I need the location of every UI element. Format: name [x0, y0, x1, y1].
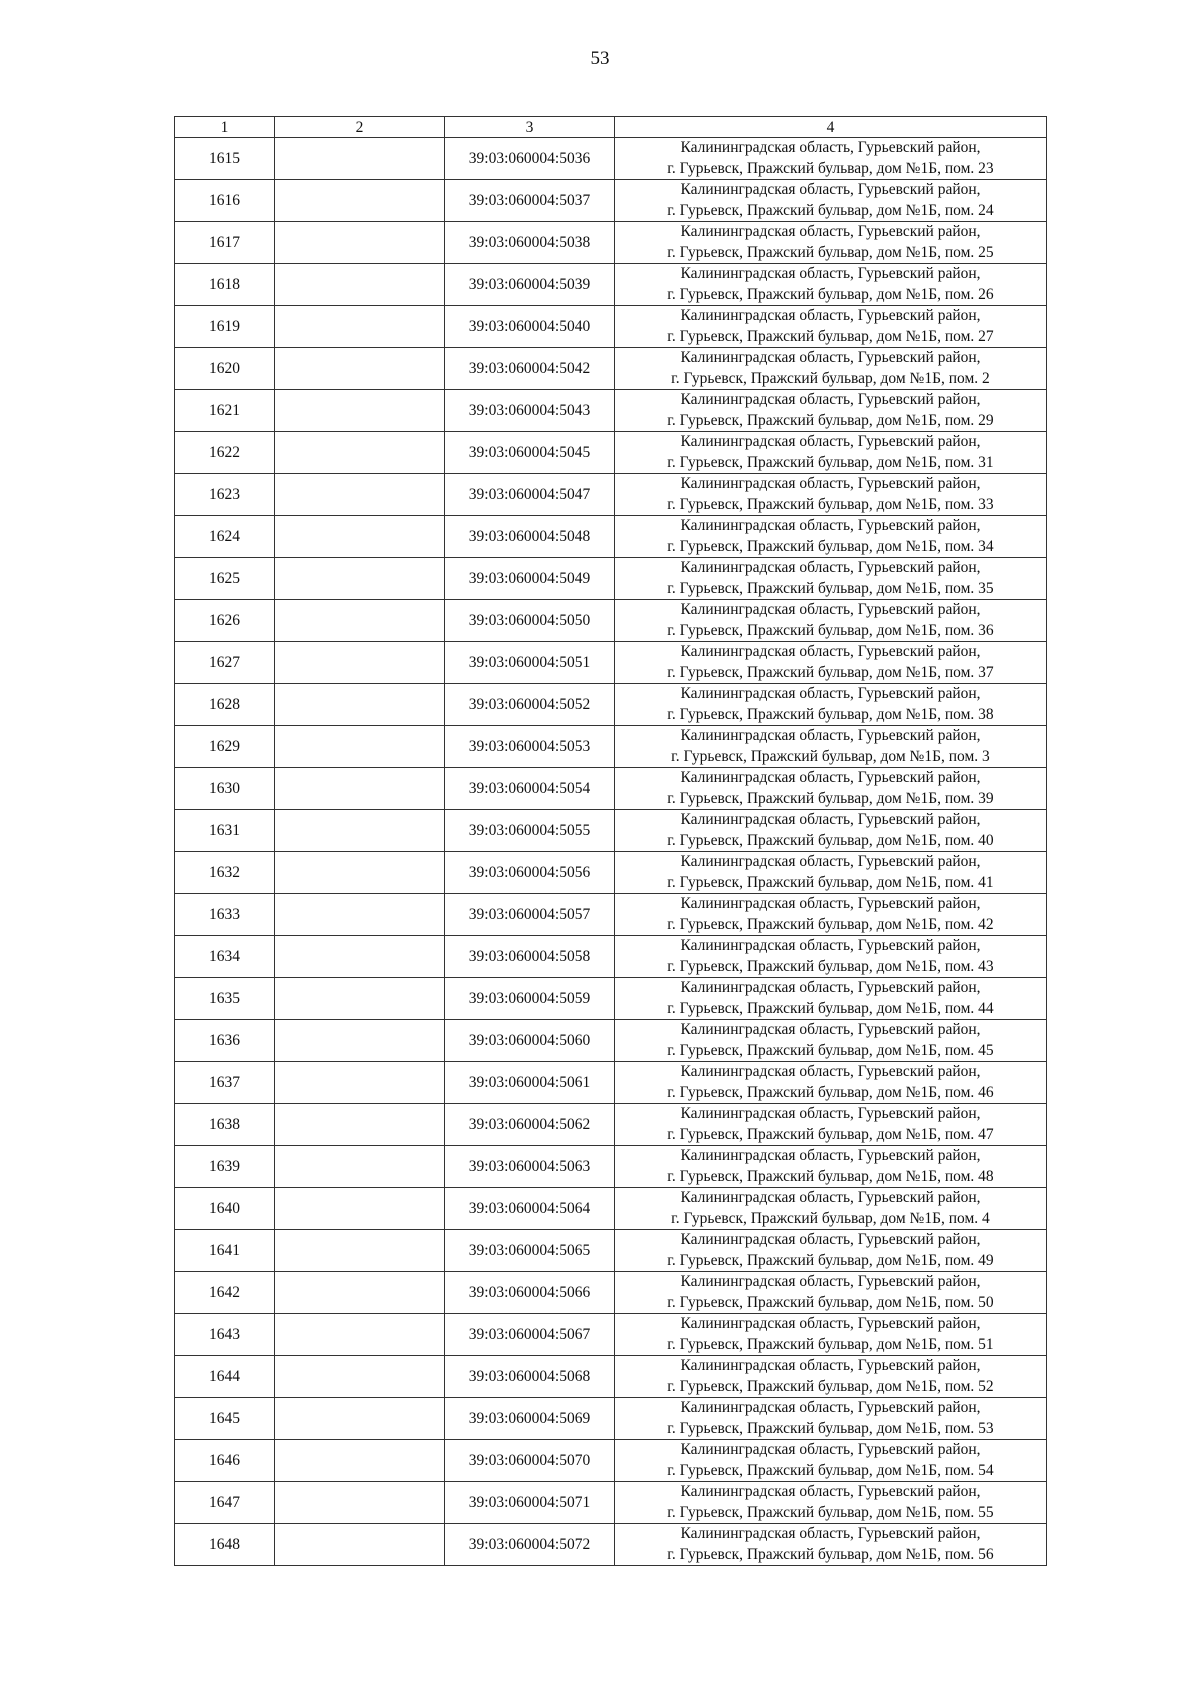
address-line-region: Калининградская область, Гурьевский район, — [680, 895, 981, 912]
empty-cell — [275, 264, 445, 306]
address-cell — [615, 348, 1047, 390]
empty-cell — [275, 1482, 445, 1524]
empty-cell — [275, 978, 445, 1020]
empty-cell — [275, 936, 445, 978]
address-line-street: г. Гурьевск, Пражский бульвар, дом №1Б, пом. 24 — [667, 201, 994, 219]
address-line-region: Калининградская область, Гурьевский район, — [680, 1189, 981, 1206]
table-row — [175, 600, 1047, 642]
table-row — [175, 1440, 1047, 1482]
address-cell — [615, 1104, 1047, 1146]
cadastral-number-cell: 39:03:060004:5061 — [445, 1062, 615, 1104]
address-cell — [615, 138, 1047, 180]
address-line-region: Калининградская область, Гурьевский район, — [680, 391, 981, 408]
address-cell — [615, 1524, 1047, 1566]
cadastral-number-cell: 39:03:060004:5058 — [445, 936, 615, 978]
address-cell — [615, 936, 1047, 978]
empty-cell — [275, 474, 445, 516]
address-line-street: г. Гурьевск, Пражский бульвар, дом №1Б, пом. 39 — [667, 789, 994, 807]
table-row — [175, 1482, 1047, 1524]
row-number-cell: 1619 — [175, 306, 275, 348]
table-row — [175, 306, 1047, 348]
address-line-street: г. Гурьевск, Пражский бульвар, дом №1Б, пом. 35 — [667, 579, 994, 597]
address-line-region: Калининградская область, Гурьевский район, — [680, 349, 981, 366]
address-line-region: Калининградская область, Гурьевский район, — [680, 937, 981, 954]
address-line-region: Калининградская область, Гурьевский район, — [680, 265, 981, 282]
row-number-cell: 1634 — [175, 936, 275, 978]
empty-cell — [275, 1020, 445, 1062]
column-header-2: 2 — [275, 117, 445, 138]
table-row — [175, 474, 1047, 516]
column-header-1: 1 — [175, 117, 275, 138]
address-line-region: Калининградская область, Гурьевский район, — [680, 1525, 981, 1542]
address-line-street: г. Гурьевск, Пражский бульвар, дом №1Б, пом. 23 — [667, 159, 994, 177]
cadastral-number-cell: 39:03:060004:5059 — [445, 978, 615, 1020]
cadastral-number-cell: 39:03:060004:5060 — [445, 1020, 615, 1062]
address-line-street: г. Гурьевск, Пражский бульвар, дом №1Б, пом. 44 — [667, 999, 994, 1017]
address-line-region: Калининградская область, Гурьевский район, — [680, 1273, 981, 1290]
cadastral-number-cell: 39:03:060004:5063 — [445, 1146, 615, 1188]
address-cell — [615, 726, 1047, 768]
address-cell — [615, 852, 1047, 894]
row-number-cell: 1646 — [175, 1440, 275, 1482]
table-row — [175, 936, 1047, 978]
row-number-cell: 1645 — [175, 1398, 275, 1440]
table-row — [175, 768, 1047, 810]
empty-cell — [275, 810, 445, 852]
address-line-street: г. Гурьевск, Пражский бульвар, дом №1Б, пом. 33 — [667, 495, 994, 513]
row-number-cell: 1635 — [175, 978, 275, 1020]
table-row — [175, 432, 1047, 474]
address-line-street: г. Гурьевск, Пражский бульвар, дом №1Б, пом. 36 — [667, 621, 994, 639]
address-cell — [615, 474, 1047, 516]
table-row — [175, 1314, 1047, 1356]
address-line-street: г. Гурьевск, Пражский бульвар, дом №1Б, пом. 50 — [667, 1293, 994, 1311]
table-row — [175, 516, 1047, 558]
cadastral-number-cell: 39:03:060004:5064 — [445, 1188, 615, 1230]
empty-cell — [275, 1146, 445, 1188]
address-line-region: Калининградская область, Гурьевский район, — [680, 769, 981, 786]
empty-cell — [275, 1062, 445, 1104]
address-cell — [615, 1146, 1047, 1188]
address-line-region: Калининградская область, Гурьевский район, — [680, 1231, 981, 1248]
cadastral-number-cell: 39:03:060004:5047 — [445, 474, 615, 516]
empty-cell — [275, 1398, 445, 1440]
row-number-cell: 1643 — [175, 1314, 275, 1356]
cadastral-number-cell: 39:03:060004:5053 — [445, 726, 615, 768]
cadastral-number-cell: 39:03:060004:5043 — [445, 390, 615, 432]
empty-cell — [275, 1272, 445, 1314]
cadastral-number-cell: 39:03:060004:5068 — [445, 1356, 615, 1398]
row-number-cell: 1623 — [175, 474, 275, 516]
address-line-region: Калининградская область, Гурьевский район, — [680, 1441, 981, 1458]
address-line-street: г. Гурьевск, Пражский бульвар, дом №1Б, пом. 4 — [671, 1209, 990, 1227]
row-number-cell: 1622 — [175, 432, 275, 474]
table-row — [175, 1188, 1047, 1230]
address-line-region: Калининградская область, Гурьевский район, — [680, 1147, 981, 1164]
address-line-region: Калининградская область, Гурьевский район, — [680, 643, 981, 660]
empty-cell — [275, 432, 445, 474]
cadastral-number-cell: 39:03:060004:5036 — [445, 138, 615, 180]
table-row — [175, 1356, 1047, 1398]
cadastral-number-cell: 39:03:060004:5040 — [445, 306, 615, 348]
address-line-region: Калининградская область, Гурьевский район, — [680, 853, 981, 870]
cadastral-number-cell: 39:03:060004:5070 — [445, 1440, 615, 1482]
table-row — [175, 348, 1047, 390]
address-cell — [615, 1482, 1047, 1524]
address-line-street: г. Гурьевск, Пражский бульвар, дом №1Б, пом. 31 — [667, 453, 994, 471]
address-cell — [615, 768, 1047, 810]
address-line-street: г. Гурьевск, Пражский бульвар, дом №1Б, пом. 54 — [667, 1461, 994, 1479]
table-row — [175, 642, 1047, 684]
address-line-street: г. Гурьевск, Пражский бульвар, дом №1Б, пом. 40 — [667, 831, 994, 849]
row-number-cell: 1648 — [175, 1524, 275, 1566]
row-number-cell: 1621 — [175, 390, 275, 432]
address-cell — [615, 642, 1047, 684]
table-row — [175, 558, 1047, 600]
empty-cell — [275, 1230, 445, 1272]
address-line-region: Калининградская область, Гурьевский район, — [680, 433, 981, 450]
address-cell — [615, 558, 1047, 600]
cadastral-number-cell: 39:03:060004:5052 — [445, 684, 615, 726]
table-header-row — [175, 117, 1047, 138]
address-line-region: Калининградская область, Гурьевский район, — [680, 139, 981, 156]
row-number-cell: 1624 — [175, 516, 275, 558]
empty-cell — [275, 1356, 445, 1398]
cadastral-number-cell: 39:03:060004:5066 — [445, 1272, 615, 1314]
row-number-cell: 1629 — [175, 726, 275, 768]
address-cell — [615, 600, 1047, 642]
address-line-region: Калининградская область, Гурьевский район, — [680, 1021, 981, 1038]
address-line-region: Калининградская область, Гурьевский район, — [680, 979, 981, 996]
row-number-cell: 1639 — [175, 1146, 275, 1188]
row-number-cell: 1633 — [175, 894, 275, 936]
row-number-cell: 1641 — [175, 1230, 275, 1272]
address-line-region: Калининградская область, Гурьевский район, — [680, 727, 981, 744]
table-row — [175, 1272, 1047, 1314]
cadastral-number-cell: 39:03:060004:5055 — [445, 810, 615, 852]
address-line-street: г. Гурьевск, Пражский бульвар, дом №1Б, пом. 25 — [667, 243, 994, 261]
address-line-region: Калининградская область, Гурьевский район, — [680, 517, 981, 534]
row-number-cell: 1644 — [175, 1356, 275, 1398]
row-number-cell: 1640 — [175, 1188, 275, 1230]
empty-cell — [275, 684, 445, 726]
address-line-region: Калининградская область, Гурьевский район, — [680, 223, 981, 240]
row-number-cell: 1626 — [175, 600, 275, 642]
row-number-cell: 1620 — [175, 348, 275, 390]
address-line-street: г. Гурьевск, Пражский бульвар, дом №1Б, пом. 34 — [667, 537, 994, 555]
address-line-region: Калининградская область, Гурьевский район, — [680, 1063, 981, 1080]
address-cell — [615, 684, 1047, 726]
address-cell — [615, 894, 1047, 936]
address-line-region: Калининградская область, Гурьевский район, — [680, 1399, 981, 1416]
table-row — [175, 852, 1047, 894]
table-row — [175, 180, 1047, 222]
address-line-region: Калининградская область, Гурьевский район, — [680, 307, 981, 324]
address-cell — [615, 264, 1047, 306]
row-number-cell: 1627 — [175, 642, 275, 684]
address-line-street: г. Гурьевск, Пражский бульвар, дом №1Б, пом. 51 — [667, 1335, 994, 1353]
table-row — [175, 684, 1047, 726]
empty-cell — [275, 348, 445, 390]
row-number-cell: 1617 — [175, 222, 275, 264]
address-line-street: г. Гурьевск, Пражский бульвар, дом №1Б, пом. 48 — [667, 1167, 994, 1185]
row-number-cell: 1647 — [175, 1482, 275, 1524]
address-line-street: г. Гурьевск, Пражский бульвар, дом №1Б, пом. 3 — [671, 747, 990, 765]
address-cell — [615, 222, 1047, 264]
column-header-3: 3 — [445, 117, 615, 138]
address-cell — [615, 390, 1047, 432]
column-header-4: 4 — [615, 117, 1047, 138]
address-line-region: Калининградская область, Гурьевский район, — [680, 475, 981, 492]
row-number-cell: 1642 — [175, 1272, 275, 1314]
empty-cell — [275, 390, 445, 432]
address-line-street: г. Гурьевск, Пражский бульвар, дом №1Б, пом. 46 — [667, 1083, 994, 1101]
row-number-cell: 1615 — [175, 138, 275, 180]
cadastral-number-cell: 39:03:060004:5072 — [445, 1524, 615, 1566]
address-cell — [615, 978, 1047, 1020]
empty-cell — [275, 558, 445, 600]
address-cell — [615, 810, 1047, 852]
table-row — [175, 810, 1047, 852]
row-number-cell: 1637 — [175, 1062, 275, 1104]
table-row — [175, 138, 1047, 180]
address-cell — [615, 1272, 1047, 1314]
row-number-cell: 1616 — [175, 180, 275, 222]
address-cell — [615, 432, 1047, 474]
table-row — [175, 1104, 1047, 1146]
empty-cell — [275, 768, 445, 810]
address-line-street: г. Гурьевск, Пражский бульвар, дом №1Б, пом. 43 — [667, 957, 994, 975]
empty-cell — [275, 600, 445, 642]
address-line-region: Калининградская область, Гурьевский район, — [680, 811, 981, 828]
row-number-cell: 1638 — [175, 1104, 275, 1146]
address-line-street: г. Гурьевск, Пражский бульвар, дом №1Б, пом. 52 — [667, 1377, 994, 1395]
address-line-region: Калининградская область, Гурьевский район, — [680, 181, 981, 198]
address-line-street: г. Гурьевск, Пражский бульвар, дом №1Б, пом. 49 — [667, 1251, 994, 1269]
cadastral-number-cell: 39:03:060004:5050 — [445, 600, 615, 642]
table-row — [175, 1230, 1047, 1272]
empty-cell — [275, 1440, 445, 1482]
table-row — [175, 390, 1047, 432]
registry-table — [174, 116, 1047, 1566]
table-row — [175, 1146, 1047, 1188]
table-row — [175, 894, 1047, 936]
table-row — [175, 1398, 1047, 1440]
table-row — [175, 978, 1047, 1020]
empty-cell — [275, 1524, 445, 1566]
cadastral-number-cell: 39:03:060004:5069 — [445, 1398, 615, 1440]
empty-cell — [275, 894, 445, 936]
address-cell — [615, 1062, 1047, 1104]
address-cell — [615, 1188, 1047, 1230]
empty-cell — [275, 1314, 445, 1356]
row-number-cell: 1636 — [175, 1020, 275, 1062]
row-number-cell: 1631 — [175, 810, 275, 852]
address-cell — [615, 1314, 1047, 1356]
address-line-region: Калининградская область, Гурьевский район, — [680, 1483, 981, 1500]
address-line-street: г. Гурьевск, Пражский бульвар, дом №1Б, пом. 2 — [671, 369, 990, 387]
address-line-street: г. Гурьевск, Пражский бульвар, дом №1Б, пом. 47 — [667, 1125, 994, 1143]
row-number-cell: 1628 — [175, 684, 275, 726]
empty-cell — [275, 852, 445, 894]
table-row — [175, 1020, 1047, 1062]
cadastral-number-cell: 39:03:060004:5054 — [445, 768, 615, 810]
empty-cell — [275, 306, 445, 348]
address-cell — [615, 1230, 1047, 1272]
cadastral-number-cell: 39:03:060004:5067 — [445, 1314, 615, 1356]
table-row — [175, 1062, 1047, 1104]
cadastral-number-cell: 39:03:060004:5051 — [445, 642, 615, 684]
empty-cell — [275, 1104, 445, 1146]
table-row — [175, 264, 1047, 306]
empty-cell — [275, 138, 445, 180]
cadastral-number-cell: 39:03:060004:5039 — [445, 264, 615, 306]
address-cell — [615, 1020, 1047, 1062]
empty-cell — [275, 516, 445, 558]
address-line-street: г. Гурьевск, Пражский бульвар, дом №1Б, пом. 29 — [667, 411, 994, 429]
address-line-region: Калининградская область, Гурьевский район, — [680, 685, 981, 702]
table-row — [175, 222, 1047, 264]
cadastral-number-cell: 39:03:060004:5062 — [445, 1104, 615, 1146]
row-number-cell: 1632 — [175, 852, 275, 894]
empty-cell — [275, 222, 445, 264]
cadastral-number-cell: 39:03:060004:5042 — [445, 348, 615, 390]
table-row — [175, 1524, 1047, 1566]
cadastral-number-cell: 39:03:060004:5065 — [445, 1230, 615, 1272]
address-line-region: Калининградская область, Гурьевский район, — [680, 559, 981, 576]
cadastral-number-cell: 39:03:060004:5049 — [445, 558, 615, 600]
address-line-street: г. Гурьевск, Пражский бульвар, дом №1Б, пом. 38 — [667, 705, 994, 723]
cadastral-number-cell: 39:03:060004:5048 — [445, 516, 615, 558]
empty-cell — [275, 726, 445, 768]
address-cell — [615, 180, 1047, 222]
address-line-region: Калининградская область, Гурьевский район, — [680, 1105, 981, 1122]
address-cell — [615, 306, 1047, 348]
cadastral-number-cell: 39:03:060004:5056 — [445, 852, 615, 894]
address-cell — [615, 1398, 1047, 1440]
address-line-street: г. Гурьевск, Пражский бульвар, дом №1Б, пом. 42 — [667, 915, 994, 933]
address-line-region: Калининградская область, Гурьевский район, — [680, 1315, 981, 1332]
row-number-cell: 1625 — [175, 558, 275, 600]
address-cell — [615, 516, 1047, 558]
table-body — [175, 138, 1047, 1566]
row-number-cell: 1630 — [175, 768, 275, 810]
address-line-street: г. Гурьевск, Пражский бульвар, дом №1Б, пом. 53 — [667, 1419, 994, 1437]
cadastral-number-cell: 39:03:060004:5045 — [445, 432, 615, 474]
row-number-cell: 1618 — [175, 264, 275, 306]
address-line-street: г. Гурьевск, Пражский бульвар, дом №1Б, пом. 26 — [667, 285, 994, 303]
cadastral-number-cell: 39:03:060004:5057 — [445, 894, 615, 936]
cadastral-number-cell: 39:03:060004:5038 — [445, 222, 615, 264]
empty-cell — [275, 180, 445, 222]
page-number: 53 — [590, 48, 610, 69]
address-line-street: г. Гурьевск, Пражский бульвар, дом №1Б, пом. 55 — [667, 1503, 994, 1521]
cadastral-number-cell: 39:03:060004:5071 — [445, 1482, 615, 1524]
address-line-street: г. Гурьевск, Пражский бульвар, дом №1Б, пом. 41 — [667, 873, 994, 891]
cadastral-number-cell: 39:03:060004:5037 — [445, 180, 615, 222]
address-line-street: г. Гурьевск, Пражский бульвар, дом №1Б, пом. 27 — [667, 327, 994, 345]
address-line-region: Калининградская область, Гурьевский район, — [680, 1357, 981, 1374]
address-line-street: г. Гурьевск, Пражский бульвар, дом №1Б, пом. 37 — [667, 663, 994, 681]
address-cell — [615, 1440, 1047, 1482]
address-line-street: г. Гурьевск, Пражский бульвар, дом №1Б, пом. 45 — [667, 1041, 994, 1059]
address-line-region: Калининградская область, Гурьевский район, — [680, 601, 981, 618]
table-row — [175, 726, 1047, 768]
empty-cell — [275, 1188, 445, 1230]
address-cell — [615, 1356, 1047, 1398]
address-line-street: г. Гурьевск, Пражский бульвар, дом №1Б, пом. 56 — [667, 1545, 994, 1563]
empty-cell — [275, 642, 445, 684]
